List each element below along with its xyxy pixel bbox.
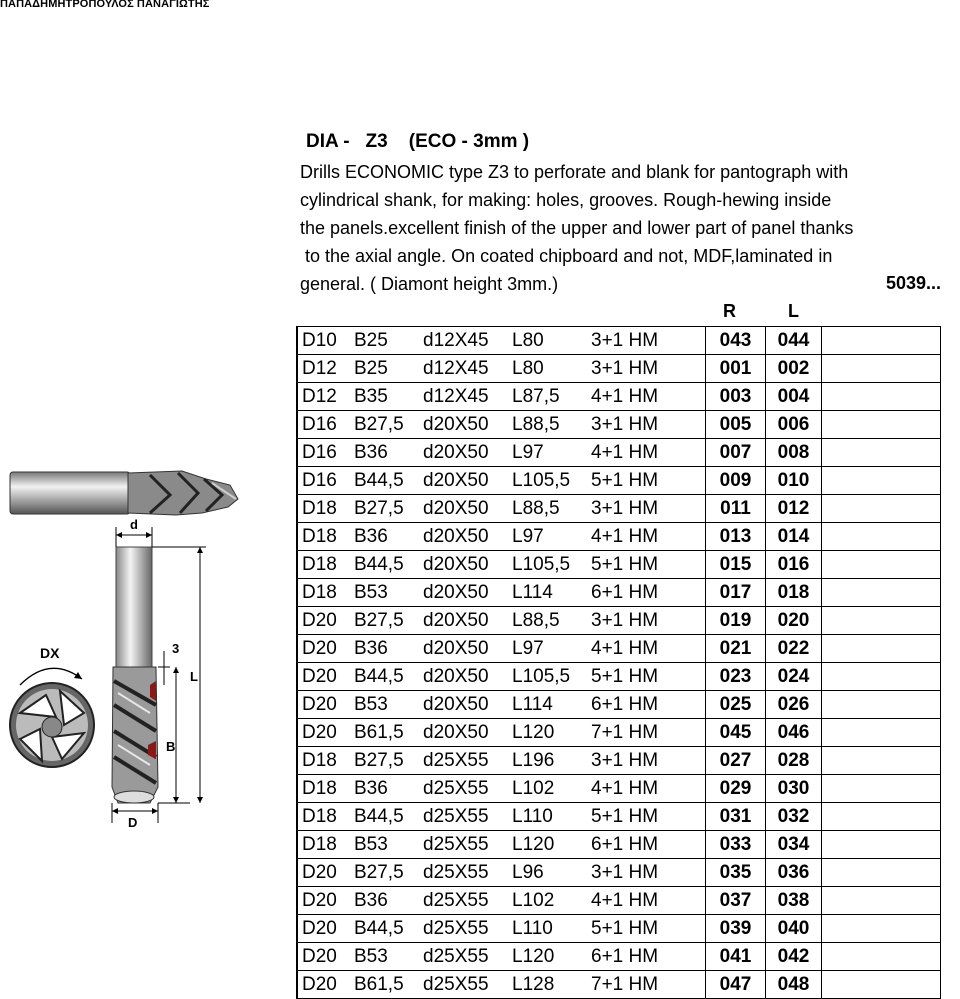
spec-cell: d25X55	[423, 887, 512, 915]
column-header-r: R	[723, 301, 736, 321]
table-row	[297, 607, 941, 635]
spec-cell: D16	[297, 467, 354, 495]
spec-cell: 6+1 HM	[591, 831, 706, 859]
spec-cell: L105,5	[512, 663, 591, 691]
spec-cell: L114	[512, 579, 591, 607]
code-r-cell: 031	[706, 803, 766, 831]
spec-cell: 3+1 HM	[591, 355, 706, 383]
spec-cell: d25X55	[423, 971, 512, 999]
spec-cell: D20	[297, 691, 354, 719]
dimension-3-label: 3	[172, 641, 180, 656]
spec-cell: d25X55	[423, 943, 512, 971]
spec-cell: D20	[297, 663, 354, 691]
table-row	[297, 859, 941, 887]
spec-cell: D18	[297, 803, 354, 831]
spec-cell: 3+1 HM	[591, 747, 706, 775]
spec-cell: D20	[297, 635, 354, 663]
cross-section-view	[10, 683, 94, 767]
spec-cell: D18	[297, 775, 354, 803]
spec-cell: L88,5	[512, 495, 591, 523]
spec-cell: D20	[297, 607, 354, 635]
empty-cell	[822, 383, 941, 411]
rotation-dx-label: DX	[40, 645, 60, 661]
spec-cell: D16	[297, 439, 354, 467]
spec-cell: B36	[354, 887, 423, 915]
spec-cell: d20X50	[423, 635, 512, 663]
dimension-D-label: D	[128, 815, 138, 830]
code-r-cell: 009	[706, 467, 766, 495]
dimension-L-label: L	[190, 669, 198, 684]
spec-cell: B44,5	[354, 551, 423, 579]
spec-cell: d20X50	[423, 523, 512, 551]
spec-cell: B36	[354, 775, 423, 803]
spec-cell: B44,5	[354, 915, 423, 943]
table-row	[297, 635, 941, 663]
spec-cell: D12	[297, 355, 354, 383]
spec-cell: D20	[297, 943, 354, 971]
code-r-cell: 011	[706, 495, 766, 523]
table-row	[297, 355, 941, 383]
spec-cell: 7+1 HM	[591, 719, 706, 747]
empty-cell	[822, 719, 941, 747]
spec-cell: D20	[297, 887, 354, 915]
spec-cell: B53	[354, 691, 423, 719]
spec-cell: 6+1 HM	[591, 691, 706, 719]
spec-cell: d12X45	[423, 327, 512, 355]
code-r-cell: 001	[706, 355, 766, 383]
code-l-cell: 026	[766, 691, 822, 719]
code-l-cell: 006	[766, 411, 822, 439]
spec-cell: L105,5	[512, 551, 591, 579]
code-l-cell: 024	[766, 663, 822, 691]
empty-cell	[822, 859, 941, 887]
spec-cell: d12X45	[423, 383, 512, 411]
table-row	[297, 551, 941, 579]
empty-cell	[822, 579, 941, 607]
code-l-cell: 010	[766, 467, 822, 495]
description-line-3: the panels.excellent finish of the upper and lower part of panel thanks	[300, 218, 854, 238]
empty-cell	[822, 439, 941, 467]
spec-cell: 5+1 HM	[591, 915, 706, 943]
description-line-2: cylindrical shank, for making: holes, grooves. Rough-hewing inside	[300, 190, 832, 210]
spec-cell: B27,5	[354, 607, 423, 635]
spec-cell: D18	[297, 495, 354, 523]
spec-cell: B36	[354, 635, 423, 663]
code-l-cell: 020	[766, 607, 822, 635]
spec-cell: D20	[297, 859, 354, 887]
spec-cell: B27,5	[354, 411, 423, 439]
spec-cell: 5+1 HM	[591, 551, 706, 579]
code-r-cell: 039	[706, 915, 766, 943]
spec-cell: 5+1 HM	[591, 803, 706, 831]
code-l-cell: 038	[766, 887, 822, 915]
spec-cell: D18	[297, 579, 354, 607]
spec-cell: B53	[354, 943, 423, 971]
spec-cell: L196	[512, 747, 591, 775]
spec-cell: d20X50	[423, 607, 512, 635]
product-code-prefix: 5039...	[886, 273, 942, 293]
code-l-cell: 016	[766, 551, 822, 579]
spec-cell: L88,5	[512, 607, 591, 635]
spec-cell: d20X50	[423, 663, 512, 691]
spec-cell: d20X50	[423, 439, 512, 467]
spec-cell: B44,5	[354, 663, 423, 691]
product-title: DIA - Z3 (ECO - 3mm )	[306, 131, 530, 152]
spec-cell: D12	[297, 383, 354, 411]
empty-cell	[822, 831, 941, 859]
code-r-cell: 005	[706, 411, 766, 439]
code-r-cell: 029	[706, 775, 766, 803]
code-l-cell: 008	[766, 439, 822, 467]
empty-cell	[822, 551, 941, 579]
spec-cell: 4+1 HM	[591, 439, 706, 467]
empty-cell	[822, 411, 941, 439]
code-l-cell: 032	[766, 803, 822, 831]
spec-cell: d20X50	[423, 691, 512, 719]
empty-cell	[822, 635, 941, 663]
spec-cell: 5+1 HM	[591, 467, 706, 495]
code-r-cell: 037	[706, 887, 766, 915]
spec-cell: d25X55	[423, 859, 512, 887]
spec-cell: B61,5	[354, 971, 423, 999]
spec-cell: L128	[512, 971, 591, 999]
spec-cell: L96	[512, 859, 591, 887]
code-l-cell: 046	[766, 719, 822, 747]
table-row	[297, 663, 941, 691]
table-row	[297, 579, 941, 607]
spec-cell: 3+1 HM	[591, 411, 706, 439]
spec-cell: B27,5	[354, 747, 423, 775]
drill-drawing	[112, 517, 206, 830]
empty-cell	[822, 915, 941, 943]
spec-cell: L120	[512, 831, 591, 859]
spec-cell: D18	[297, 747, 354, 775]
spec-cell: L102	[512, 887, 591, 915]
spec-cell: 7+1 HM	[591, 971, 706, 999]
spec-cell: B44,5	[354, 803, 423, 831]
spec-cell: 3+1 HM	[591, 495, 706, 523]
spec-cell: B44,5	[354, 467, 423, 495]
spec-cell: B27,5	[354, 859, 423, 887]
code-l-cell: 002	[766, 355, 822, 383]
spec-cell: d25X55	[423, 775, 512, 803]
table-row	[297, 439, 941, 467]
table-row	[297, 971, 941, 999]
company-name: ΠΑΠΑΔΗΜΗΤΡΟΠΟΥΛΟΣ ΠΑΝΑΓΙΩΤΗΣ	[0, 0, 210, 10]
empty-cell	[822, 747, 941, 775]
code-r-cell: 027	[706, 747, 766, 775]
empty-cell	[822, 327, 941, 355]
table-row	[297, 327, 941, 355]
spec-cell: L97	[512, 523, 591, 551]
code-r-cell: 017	[706, 579, 766, 607]
spec-cell: 4+1 HM	[591, 383, 706, 411]
spec-cell: D18	[297, 551, 354, 579]
empty-cell	[822, 523, 941, 551]
table-row	[297, 887, 941, 915]
spec-cell: 5+1 HM	[591, 663, 706, 691]
spec-cell: B53	[354, 579, 423, 607]
spec-cell: D18	[297, 523, 354, 551]
table-row	[297, 719, 941, 747]
spec-cell: d20X50	[423, 719, 512, 747]
code-l-cell: 028	[766, 747, 822, 775]
description-line-4: to the axial angle. On coated chipboard and not, MDF,laminated in	[300, 246, 833, 266]
description-line-5: general. ( Diamont height 3mm.)	[300, 274, 559, 294]
spec-cell: D20	[297, 719, 354, 747]
empty-cell	[822, 495, 941, 523]
code-r-cell: 019	[706, 607, 766, 635]
spec-cell: 4+1 HM	[591, 775, 706, 803]
spec-table	[296, 326, 941, 999]
spec-cell: 6+1 HM	[591, 943, 706, 971]
spec-cell: 4+1 HM	[591, 635, 706, 663]
code-r-cell: 033	[706, 831, 766, 859]
empty-cell	[822, 775, 941, 803]
table-row	[297, 831, 941, 859]
code-l-cell: 018	[766, 579, 822, 607]
spec-cell: B25	[354, 355, 423, 383]
spec-cell: B27,5	[354, 495, 423, 523]
column-header-l: L	[788, 301, 799, 321]
code-r-cell: 035	[706, 859, 766, 887]
empty-cell	[822, 663, 941, 691]
code-l-cell: 048	[766, 971, 822, 999]
spec-cell: d25X55	[423, 747, 512, 775]
empty-cell	[822, 355, 941, 383]
rotation-arrow-icon	[74, 672, 82, 679]
code-r-cell: 023	[706, 663, 766, 691]
empty-cell	[822, 943, 941, 971]
dimension-B-label: B	[166, 739, 176, 754]
code-r-cell: 043	[706, 327, 766, 355]
table-row	[297, 747, 941, 775]
code-l-cell: 004	[766, 383, 822, 411]
spec-cell: 4+1 HM	[591, 523, 706, 551]
spec-cell: L102	[512, 775, 591, 803]
code-l-cell: 044	[766, 327, 822, 355]
spec-cell: D18	[297, 831, 354, 859]
spec-cell: 3+1 HM	[591, 859, 706, 887]
spec-cell: L80	[512, 327, 591, 355]
spec-cell: D20	[297, 915, 354, 943]
spec-cell: L87,5	[512, 383, 591, 411]
spec-cell: d20X50	[423, 551, 512, 579]
table-row	[297, 775, 941, 803]
dimension-d-label: d	[130, 517, 138, 532]
table-row	[297, 467, 941, 495]
code-l-cell: 036	[766, 859, 822, 887]
code-r-cell: 021	[706, 635, 766, 663]
table-row	[297, 803, 941, 831]
empty-cell	[822, 607, 941, 635]
drill-photo	[10, 471, 238, 515]
spec-cell: L105,5	[512, 467, 591, 495]
spec-cell: B35	[354, 383, 423, 411]
table-row	[297, 383, 941, 411]
spec-cell: L88,5	[512, 411, 591, 439]
spec-cell: 4+1 HM	[591, 887, 706, 915]
spec-cell: L97	[512, 635, 591, 663]
spec-cell: d20X50	[423, 495, 512, 523]
spec-cell: L120	[512, 943, 591, 971]
spec-cell: d25X55	[423, 831, 512, 859]
spec-cell: D10	[297, 327, 354, 355]
spec-cell: d25X55	[423, 915, 512, 943]
rotation-indicator	[20, 645, 82, 685]
spec-cell: B25	[354, 327, 423, 355]
empty-cell	[822, 467, 941, 495]
table-row	[297, 495, 941, 523]
table-row	[297, 523, 941, 551]
spec-cell: L80	[512, 355, 591, 383]
spec-cell: B61,5	[354, 719, 423, 747]
spec-cell: L97	[512, 439, 591, 467]
code-l-cell: 012	[766, 495, 822, 523]
code-r-cell: 003	[706, 383, 766, 411]
spec-cell: D16	[297, 411, 354, 439]
code-l-cell: 040	[766, 915, 822, 943]
code-r-cell: 007	[706, 439, 766, 467]
code-l-cell: 022	[766, 635, 822, 663]
table-row	[297, 915, 941, 943]
empty-cell	[822, 803, 941, 831]
code-l-cell: 014	[766, 523, 822, 551]
code-r-cell: 045	[706, 719, 766, 747]
code-r-cell: 041	[706, 943, 766, 971]
spec-cell: d25X55	[423, 803, 512, 831]
code-r-cell: 015	[706, 551, 766, 579]
drill-illustration	[0, 455, 290, 835]
spec-cell: L110	[512, 803, 591, 831]
spec-cell: d20X50	[423, 579, 512, 607]
code-l-cell: 042	[766, 943, 822, 971]
empty-cell	[822, 887, 941, 915]
spec-cell: d20X50	[423, 467, 512, 495]
empty-cell	[822, 971, 941, 999]
spec-cell: L120	[512, 719, 591, 747]
spec-cell: 3+1 HM	[591, 607, 706, 635]
code-r-cell: 047	[706, 971, 766, 999]
description-line-1: Drills ECONOMIC type Z3 to perforate and blank for pantograph with	[300, 162, 849, 182]
spec-cell: L110	[512, 915, 591, 943]
table-row	[297, 943, 941, 971]
code-l-cell: 034	[766, 831, 822, 859]
spec-cell: D20	[297, 971, 354, 999]
empty-cell	[822, 691, 941, 719]
spec-cell: d12X45	[423, 355, 512, 383]
spec-cell: 3+1 HM	[591, 327, 706, 355]
code-r-cell: 013	[706, 523, 766, 551]
table-row	[297, 691, 941, 719]
table-row	[297, 411, 941, 439]
code-r-cell: 025	[706, 691, 766, 719]
spec-cell: B53	[354, 831, 423, 859]
code-l-cell: 030	[766, 775, 822, 803]
spec-cell: 6+1 HM	[591, 579, 706, 607]
spec-cell: B36	[354, 439, 423, 467]
spec-cell: d20X50	[423, 411, 512, 439]
spec-cell: L114	[512, 691, 591, 719]
spec-cell: B36	[354, 523, 423, 551]
